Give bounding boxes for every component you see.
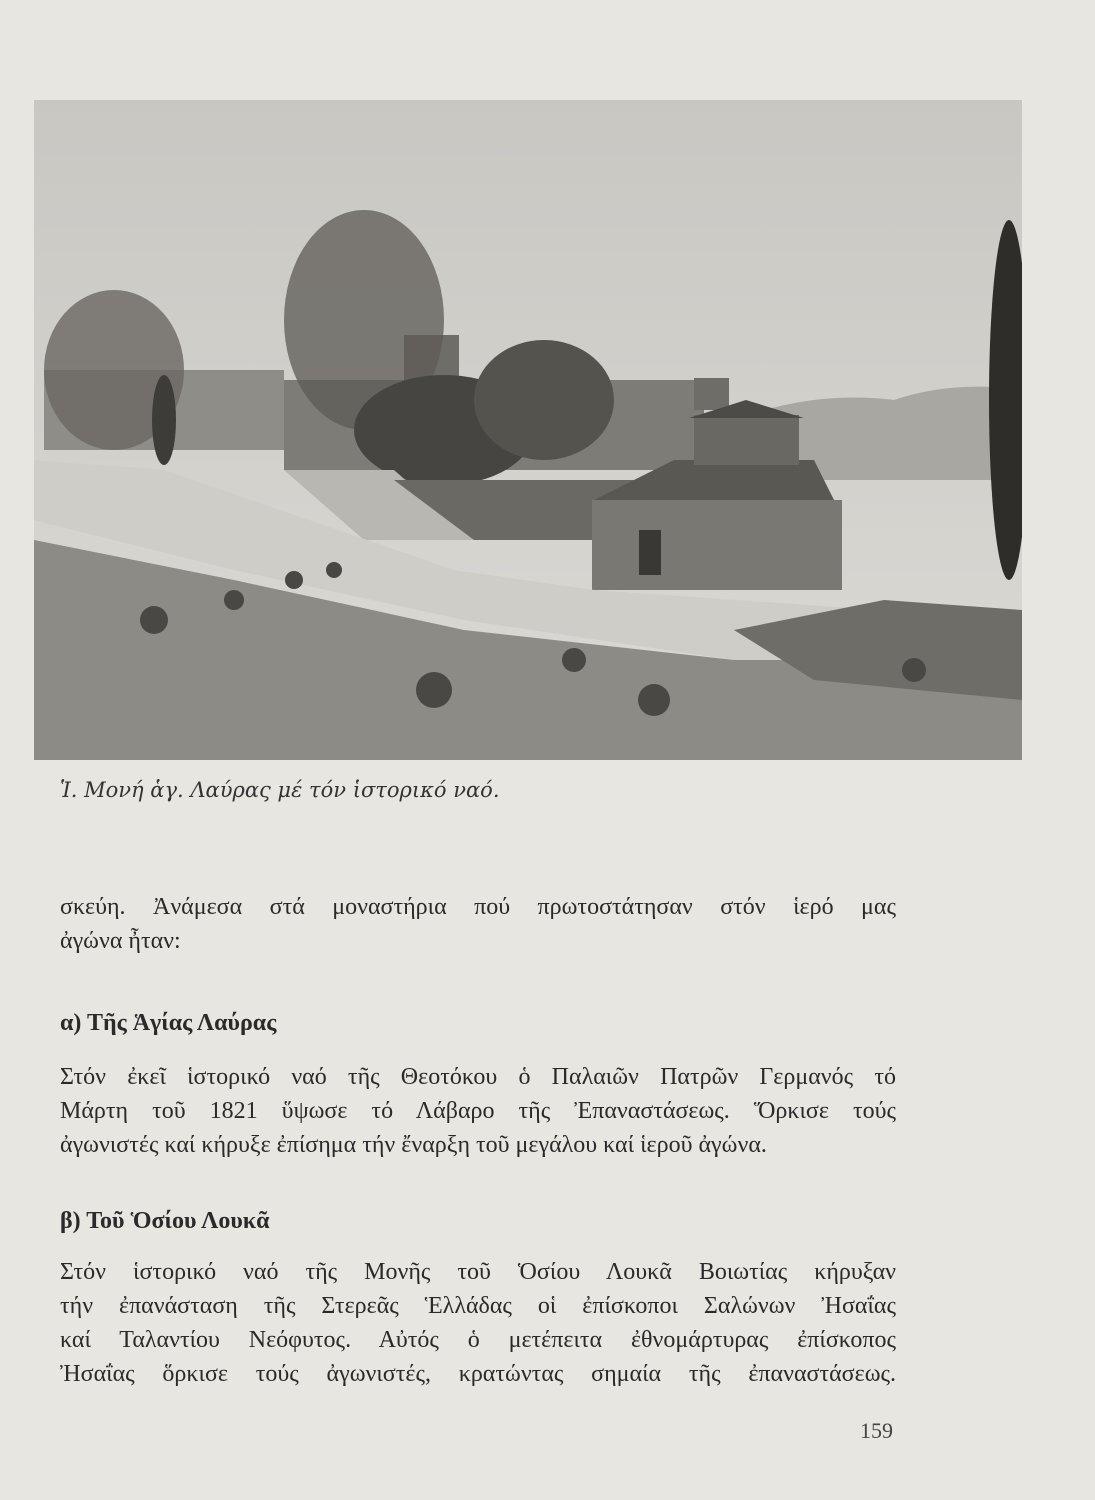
photo-caption: Ἱ. Μονή ἁγ. Λαύρας μέ τόν ἱστορικό ναό. — [60, 778, 500, 802]
page-number: 159 — [860, 1418, 893, 1443]
section-a-line: Στόν ἐκεῖ ἱστορικό ναό τῆς Θεοτόκου ὁ Παλαιῶν Πατρῶν Γερμανός τό — [60, 1064, 896, 1090]
section-b-line: Στόν ἱστορικό ναό τῆς Μονῆς τοῦ Ὁσίου Λουκᾶ Βοιωτίας κήρυξαν — [60, 1259, 896, 1285]
monastery-photo-drawing — [34, 100, 1022, 760]
intro-line: σκεύη. Ἀνάμεσα στά μοναστήρια πού πρωτοστάτησαν στόν ἱερό μας — [60, 894, 896, 920]
intro-line: ἀγώνα ἦταν: — [60, 928, 181, 954]
monastery-photo — [34, 100, 1022, 760]
section-a-line: ἀγωνιστές καί κήρυξε ἐπίσημα τήν ἔναρξη τοῦ μεγάλου καί ἱεροῦ ἀγώνα. — [60, 1132, 767, 1158]
section-a-paragraph — [60, 1060, 896, 1162]
section-a-heading: α) Τῆς Ἁγίας Λαύρας — [60, 1010, 277, 1036]
section-b-line: καί Ταλαντίου Νεόφυτος. Αὐτός ὁ μετέπειτα ἐθνομάρτυρας ἐπίσκοπος — [60, 1327, 896, 1353]
section-b-line: Ἠσαΐας ὅρκισε τούς ἀγωνιστές, κρατώντας σημαία τῆς ἐπαναστάσεως. — [60, 1361, 896, 1387]
section-b-heading: β) Τοῦ Ὁσίου Λουκᾶ — [60, 1208, 270, 1234]
intro-paragraph — [60, 890, 896, 958]
section-b-paragraph — [60, 1255, 896, 1391]
section-b-line: τήν ἐπανάσταση τῆς Στερεᾶς Ἑλλάδας οἱ ἐπίσκοποι Σαλώνων Ἠσαΐας — [60, 1293, 896, 1319]
section-a-line: Μάρτη τοῦ 1821 ὕψωσε τό Λάβαρο τῆς Ἐπαναστάσεως. Ὅρκισε τούς — [60, 1098, 896, 1124]
